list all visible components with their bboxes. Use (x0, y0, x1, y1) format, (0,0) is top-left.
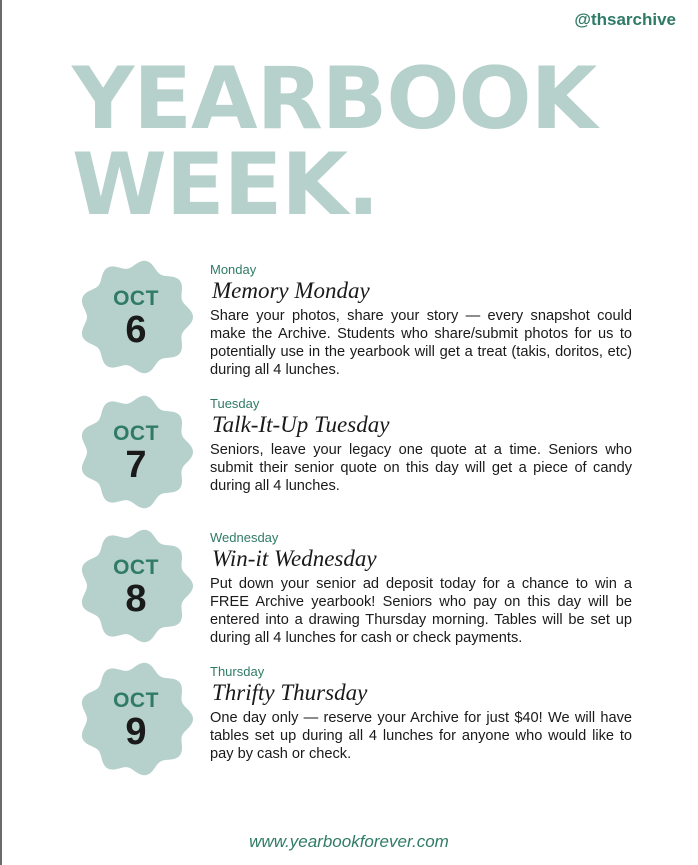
event-name: Thrifty Thursday (212, 680, 368, 705)
title-line-1: YEARBOOK (72, 49, 597, 149)
event-weekday: Monday (210, 262, 257, 277)
badge-day: 6 (125, 309, 147, 351)
badge-month: OCT (113, 287, 159, 310)
event-name: Memory Monday (212, 278, 370, 303)
event-description: Seniors, leave your legacy one quote at a time. Seniors who submit their senior quote on this day will get a piece of candy during all 4 lunches. (210, 442, 632, 494)
event-weekday: Thursday (210, 664, 265, 679)
event-name: Talk-It-Up Tuesday (212, 412, 390, 437)
badge-month: OCT (113, 422, 159, 445)
website-link[interactable]: www.yearbookforever.com (249, 832, 449, 851)
event-name: Win-it Wednesday (212, 546, 377, 571)
title-line-2: WEEK. (72, 135, 379, 235)
event-description: Share your photos, share your story — every snapshot could make the Archive. Students who share/submit photos for us to potentially use in the yearbook will get a treat (takis, doritos, etc) during all 4 lunches. (210, 308, 632, 378)
badge-day: 8 (125, 578, 147, 620)
badge-day: 9 (125, 711, 147, 753)
left-border (0, 0, 2, 865)
date-badge (78, 259, 194, 375)
event-description: One day only — reserve your Archive for just $40! We will have tables set up during all 4 lunches for anyone who would like to pay by cash or check. (210, 710, 632, 762)
badge-day: 7 (125, 444, 147, 486)
date-badge (78, 394, 194, 510)
event-entry (210, 262, 632, 379)
event-entry (210, 664, 632, 763)
event-weekday: Wednesday (210, 530, 279, 545)
page-title (72, 49, 597, 235)
social-handle[interactable]: @thsarchive (574, 10, 676, 29)
date-badge (78, 661, 194, 777)
date-badge (78, 528, 194, 644)
badge-month: OCT (113, 556, 159, 579)
event-weekday: Tuesday (210, 396, 260, 411)
event-entry (210, 530, 632, 647)
event-description: Put down your senior ad deposit today for a chance to win a FREE Archive yearbook! Seniors who pay on this day will be entered into a drawing Thursday morning. Tables will be set up during all 4 lunches for cash or check payments. (210, 576, 632, 646)
badge-month: OCT (113, 689, 159, 712)
event-entry (210, 396, 632, 495)
